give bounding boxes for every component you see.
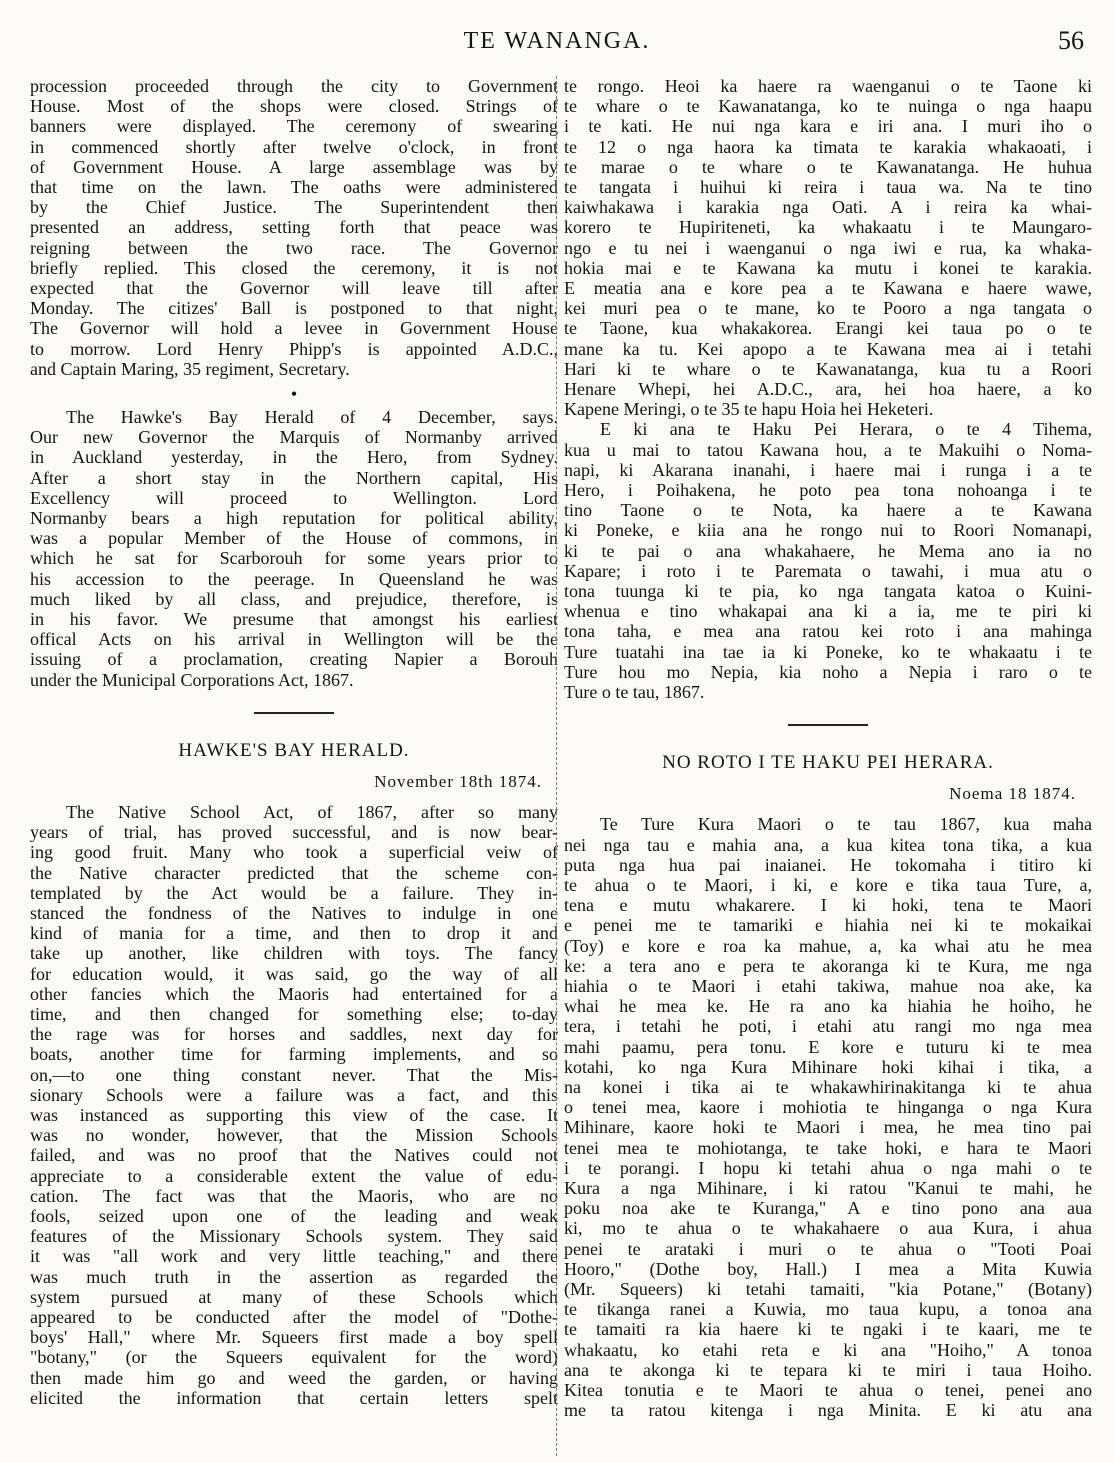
page-number: 56 bbox=[1058, 26, 1084, 55]
text-line: Hero, i Poihakena, he poto pea tona nohoanga i te bbox=[564, 480, 1092, 501]
separator-dot: • bbox=[290, 384, 298, 405]
text-line: ing good fruit. Many who took a superficial veiw of bbox=[30, 842, 558, 863]
text-line: it was "all work and very little teaching," and there bbox=[30, 1246, 558, 1267]
text-line: was instanced as supporting this view of the case. It bbox=[30, 1104, 558, 1125]
text-line: appeared to be conducted after the model of "Dothe- bbox=[30, 1306, 558, 1327]
text-line: stanced the fondness of the Natives to indulge in one bbox=[30, 902, 558, 923]
text-line: and Captain Maring, 35 regiment, Secretary. bbox=[30, 358, 350, 379]
text-line: the rage was for horses and saddles, next day for bbox=[30, 1024, 558, 1045]
text-line: elicited the information that certain letters spelt bbox=[30, 1387, 558, 1408]
text-line: After a short stay in the Northern capital, His bbox=[30, 467, 558, 488]
text-line: templated by the Act would be a failure. They in- bbox=[30, 882, 558, 903]
text-line: whai he mea ke. He ra ano ka hiahia he hoiho, he bbox=[564, 996, 1092, 1017]
text-line: korero te Hupiriteneti, ka whakaatu i te Maungaro- bbox=[564, 217, 1092, 238]
text-line: under the Municipal Corporations Act, 1867. bbox=[30, 669, 354, 690]
text-line: years of trial, has proved successful, and is now bear- bbox=[30, 822, 558, 843]
text-line: kotahi, ko nga Kura Mihinare hoki kihai i tika, a bbox=[564, 1056, 1092, 1077]
text-line: ngo e tu nei i waenganui o nga iwi e rua, ka whaka- bbox=[564, 237, 1092, 258]
right-column bbox=[564, 76, 1092, 1456]
text-line: Hari ki te whare o te Kawanatanga, kua tu a Roori bbox=[564, 358, 1092, 379]
text-line: Kapene Meringi, o te 35 te hapu Hoia hei Heketeri. bbox=[564, 399, 934, 420]
text-line: i te porangi. I hopu ki tetahi ahua o nga mahi o te bbox=[564, 1157, 1092, 1178]
text-line: Ture tuatahi ina tae ia ki Poneke, ko te whakaatu i te bbox=[564, 641, 1092, 662]
tuhinga-makuihi-o-nomanapi bbox=[564, 419, 1092, 702]
text-line: tera, i tetahi he poti, i etahi atu rangi mo nga mea bbox=[564, 1016, 1092, 1037]
text-line: the Native character predicted that the scheme con- bbox=[30, 862, 558, 883]
text-line: Henare Whepi, hei A.D.C., ara, hei hoa haere, a ko bbox=[564, 379, 1092, 400]
text-line: E meatia ana e kore pea a te Kawana e haere wawe, bbox=[564, 278, 1092, 299]
text-line: presented an address, setting forth that peace was bbox=[30, 217, 558, 238]
text-line: whenua e tino whakapai ana ki a ia, me te piri ki bbox=[564, 601, 1092, 622]
text-line: mane ka tu. Kei apopo a te Kawana mea ai i tetahi bbox=[564, 338, 1092, 359]
text-line: tona taha, e mea ana ratou kei roto i ana mahinga bbox=[564, 621, 1092, 642]
text-line: failed, and was no proof that the Natives could not bbox=[30, 1145, 558, 1166]
text-line: hokia mai e te Kawana ka mutu i konei te karakia. bbox=[564, 257, 1092, 278]
text-line: cation. The fact was that the Maoris, who are no bbox=[30, 1185, 558, 1206]
text-line: kaiwhakawa i karakia nga Oati. A i reira ka whai- bbox=[564, 197, 1092, 218]
section-title: NO ROTO I TE HAKU PEI HERARA. bbox=[662, 752, 994, 774]
text-line: other fancies which the Maoris had entertained for a bbox=[30, 983, 558, 1004]
text-line: by the Chief Justice. The Superintendent then bbox=[30, 197, 558, 218]
text-line: in his favor. We presume that amongst his earliest bbox=[30, 609, 558, 630]
article-native-school-act bbox=[30, 802, 558, 1408]
text-line: take up another, like children with toys. The fancy bbox=[30, 943, 558, 964]
running-header bbox=[0, 28, 1114, 58]
text-line: procession proceeded through the city to Government bbox=[30, 76, 558, 96]
text-line: Mihinare, kaore hoki te Maori i mea, he mea tino pai bbox=[564, 1117, 1092, 1138]
text-line: for education would, it was said, go the way of all bbox=[30, 963, 558, 984]
text-line: penei te arataki i muri o te ahua o "Tooti Poai bbox=[564, 1238, 1092, 1259]
text-line: Te Ture Kura Maori o te tau 1867, kua maha bbox=[600, 814, 1092, 835]
text-line: (Toy) e kore e roa ka mahue, a, ka whai atu he mea bbox=[564, 935, 1092, 956]
text-line: hiahia o te Maori i etahi takiwa, mahue noa ake, ka bbox=[564, 975, 1092, 996]
text-line: Kitea tonutia e te Maori te ahua o tenei, penei ano bbox=[564, 1379, 1092, 1400]
text-line: te whare o te Kawanatanga, ko te nuinga o nga haapu bbox=[564, 96, 1092, 117]
text-line: in commenced shortly after twelve o'clock, in front bbox=[30, 136, 558, 157]
text-line: which he sat for Scarborouh for some years prior to bbox=[30, 548, 558, 569]
text-line: o tenei mea, kaore i mohiotia te hinganga o nga Kura bbox=[564, 1097, 1092, 1118]
text-line: Ture hou mo Nepia, kia noho a Nepia i raro o te bbox=[564, 661, 1092, 682]
text-line: (Mr. Squeers) ki tetahi tamaiti, "kia Potane," (Botany) bbox=[564, 1278, 1092, 1299]
text-line: then made him go and weed the garden, or having bbox=[30, 1367, 558, 1388]
tuhinga-ture-kura-maori bbox=[564, 814, 1092, 1420]
text-line: time, and then changed for something else; to-day bbox=[30, 1003, 558, 1024]
text-line: kei muri pea o te mane, ko te Pooro a nga tangata o bbox=[564, 298, 1092, 319]
text-line: Ture o te tau, 1867. bbox=[564, 682, 705, 703]
text-line: Hooro," (Dothe boy, Hall.) I mea a Mita Kuwia bbox=[564, 1258, 1092, 1279]
text-line: na konei i tika ai te whakawhirinakitanga ki te ahua bbox=[564, 1076, 1092, 1097]
text-line: te 12 o nga haora ka timata te karakia whakaoati, i bbox=[564, 136, 1092, 157]
text-line: was no wonder, however, that the Mission Schools bbox=[30, 1125, 558, 1146]
text-line: ki te pai o ana whakahaere, he Mema ano ia no bbox=[564, 540, 1092, 561]
text-line: kind of mania for a time, and then to drop it and bbox=[30, 923, 558, 944]
text-line: on,—to one thing constant never. That the Mis- bbox=[30, 1064, 558, 1085]
text-line: sionary Schools were a failure was a fact, and this bbox=[30, 1084, 558, 1105]
text-line: Excellency will proceed to Wellington. Lord bbox=[30, 487, 558, 508]
text-line: was much truth in the assertion as regarded the bbox=[30, 1266, 558, 1287]
text-line: whakaatu, ko etahi reta e ki ana "Hoiho," A tonoa bbox=[564, 1339, 1092, 1360]
text-line: banners were displayed. The ceremony of swearing bbox=[30, 116, 558, 137]
text-line: ke: a tera ano e pera te akoranga ki te Kura, me nga bbox=[564, 955, 1092, 976]
text-line: Kura a nga Mihinare, i ki ratou "Kanui te mahi, he bbox=[564, 1177, 1092, 1198]
text-line: boats, another time for farming implements, and so bbox=[30, 1044, 558, 1065]
text-line: features of the Missionary Schools system. They said bbox=[30, 1226, 558, 1247]
text-line: reigning between the two race. The Governor bbox=[30, 237, 558, 258]
text-line: The Native School Act, of 1867, after so many bbox=[66, 801, 558, 822]
text-line: offical Acts on his arrival in Wellington will be the bbox=[30, 629, 558, 650]
text-line: system pursued at many of these Schools which bbox=[30, 1286, 558, 1307]
article-normanby-arrival bbox=[30, 407, 558, 690]
dateline: Noema 18 1874. bbox=[949, 784, 1076, 804]
text-line: boys' Hall," where Mr. Squeers first made a boy spell bbox=[30, 1327, 558, 1348]
column-rule bbox=[556, 76, 557, 1456]
text-line: that time on the lawn. The oaths were administered bbox=[30, 177, 558, 198]
text-line: tona tuunga ki te pia, ko nga tangata katoa o Kuini- bbox=[564, 581, 1092, 602]
text-line: poku noa ake te Kuranga," A e tino pono ana aua bbox=[564, 1198, 1092, 1219]
text-line: te Taone, kua whakakorea. Erangi kei taua po o te bbox=[564, 318, 1092, 339]
text-line: te rongo. Heoi ka haere ra waenganui o te Taone ki bbox=[564, 76, 1092, 96]
section-divider bbox=[254, 712, 334, 714]
text-line: expected that the Governor will leave till after bbox=[30, 278, 558, 299]
text-line: e penei me te tamariki e hiahia nei ki te mokaikai bbox=[564, 915, 1092, 936]
text-line: Monday. The citizes' Ball is postponed to that night, bbox=[30, 298, 558, 319]
text-line: of Government House. A large assemblage was by bbox=[30, 156, 558, 177]
text-line: Our new Governor the Marquis of Normanby arrived bbox=[30, 427, 558, 448]
text-line: te ahua o te Maori, i ki, e kore e tika taua Ture, a, bbox=[564, 874, 1092, 895]
text-line: te tangata i huihui ki reira i taua wa. Na te tino bbox=[564, 177, 1092, 198]
text-line: E ki ana te Haku Pei Herara, o te 4 Tihema, bbox=[600, 419, 1092, 440]
text-line: me ta ratou kitenga i nga Minita. E ki atu ana bbox=[564, 1400, 1092, 1421]
text-line: fools, seized upon one of the leading and weak bbox=[30, 1205, 558, 1226]
text-line: ki, mo te ahua o te whakahaere o aua Kura, i ahua bbox=[564, 1218, 1092, 1239]
text-line: mahi paamu, pera tonu. E kore e tuturu ki te mea bbox=[564, 1036, 1092, 1057]
text-line: to morrow. Lord Henry Phipp's is appointed A.D.C., bbox=[30, 338, 558, 359]
left-column bbox=[30, 76, 558, 1456]
text-line: kua u mai to tatou Kawana hou, a te Makuihi o Noma- bbox=[564, 439, 1092, 460]
text-line: The Governor will hold a levee in Government House bbox=[30, 318, 558, 339]
text-line: te marae o te whare o te Kawanatanga. He huhua bbox=[564, 156, 1092, 177]
dateline: November 18th 1874. bbox=[374, 771, 542, 791]
text-line: appreciate to a considerable extent the value of edu- bbox=[30, 1165, 558, 1186]
text-line: nei nga tau e mahia ana, a kua kitea tona tika, a kua bbox=[564, 834, 1092, 855]
text-line: te tamaiti ra kia haere ki te ngaki i te kaari, me te bbox=[564, 1319, 1092, 1340]
text-line: ki Poneke, e kiia ana he rongo nui to Roori Nomanapi, bbox=[564, 520, 1092, 541]
text-line: in Auckland yesterday, in the Hero, from Sydney. bbox=[30, 447, 558, 468]
journal-title: TE WANANGA. bbox=[463, 28, 651, 54]
section-divider bbox=[788, 724, 868, 726]
text-line: briefly replied. This closed the ceremony, it is not bbox=[30, 257, 558, 278]
text-line: The Hawke's Bay Herald of 4 December, says. bbox=[66, 407, 558, 428]
text-line: Kapare; i roto i te Paremata o tawahi, i mua atu o bbox=[564, 560, 1092, 581]
article-governor-ceremony bbox=[30, 76, 558, 379]
text-line: was a popular Member of the House of commons, in bbox=[30, 528, 558, 549]
text-line: issuing of a proclamation, creating Napier a Borouh bbox=[30, 649, 558, 670]
text-line: te tikanga ranei a Kuwia, mo taua kupu, a tonoa ana bbox=[564, 1299, 1092, 1320]
text-line: ana te akonga ki te tepara ki te miri i taua Hoiho. bbox=[564, 1359, 1092, 1380]
text-line: much liked by all class, and prejudice, therefore, is bbox=[30, 588, 558, 609]
text-line: tenei mea te mohiotanga, te take hoki, e hara te Maori bbox=[564, 1137, 1092, 1158]
text-line: Normanby bears a high reputation for political ability, bbox=[30, 508, 558, 529]
text-line: tino Taone o te Nota, ka haere a te Kawana bbox=[564, 500, 1092, 521]
tuhinga-kawana-karakia bbox=[564, 76, 1092, 419]
text-line: his accession to the peerage. In Queensland he was bbox=[30, 568, 558, 589]
text-line: "botany," (or the Squeers equivalent for the word) bbox=[30, 1347, 558, 1368]
text-line: puta nga hua pai inaianei. He tokomaha i titiro ki bbox=[564, 854, 1092, 875]
text-line: i te kati. He nui nga kara e iri ana. I muri iho o bbox=[564, 116, 1092, 137]
text-line: tena e mutu whakarere. I ki hoki, tena te Maori bbox=[564, 895, 1092, 916]
text-line: House. Most of the shops were closed. Strings of bbox=[30, 96, 558, 117]
section-title: HAWKE'S BAY HERALD. bbox=[178, 739, 410, 761]
text-line: napi, ki Akarana inanahi, i haere mai i runga i a te bbox=[564, 459, 1092, 480]
